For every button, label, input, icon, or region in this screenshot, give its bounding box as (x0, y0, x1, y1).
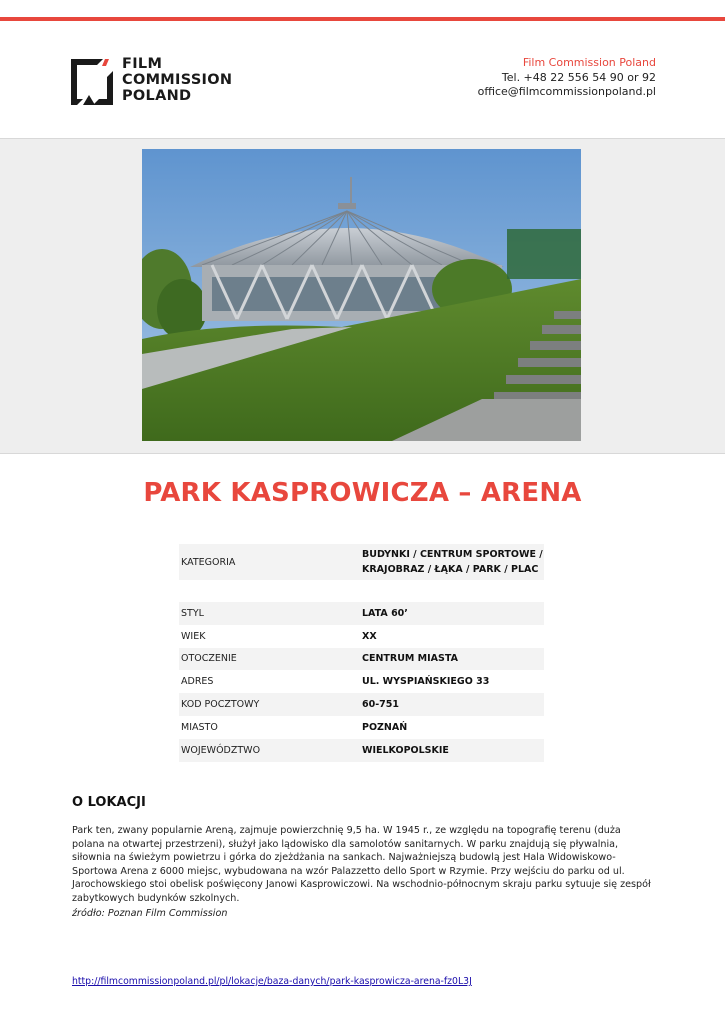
details-value: UL. WYSPIAŃSKIEGO 33 (362, 676, 490, 688)
logo-line-1: FILM (122, 56, 163, 72)
details-label: ADRES (181, 676, 214, 688)
table-gap (179, 580, 544, 602)
details-value: 60-751 (362, 699, 399, 711)
contact-email[interactable]: office@filmcommissionpoland.pl (477, 85, 656, 98)
logo-mark-icon (69, 57, 115, 107)
details-label: OTOCZENIE (181, 653, 237, 665)
details-row-age (179, 625, 544, 648)
details-label: WOJEWÓDZTWO (181, 744, 261, 756)
details-label: KATEGORIA (181, 556, 236, 568)
header (0, 21, 725, 138)
film-commission-poland-logo[interactable] (69, 56, 239, 108)
location-url-link[interactable]: http://filmcommissionpoland.pl/pl/lokacje/baza-danych/park-kasprowicza-arena-fz0L3J (72, 976, 472, 987)
page-title: PARK KASPROWICZA – ARENA (143, 478, 582, 508)
location-photo (142, 149, 581, 441)
details-value: CENTRUM MIASTA (362, 653, 458, 665)
logo-line-2: COMMISSION (122, 72, 233, 88)
details-label: WIEK (181, 630, 206, 642)
details-table (179, 544, 544, 762)
details-value: XX (362, 630, 377, 642)
details-row-postal-code (179, 693, 544, 716)
details-label: MIASTO (181, 721, 218, 733)
arena-photo-illustration (142, 149, 581, 441)
details-label: STYL (181, 607, 204, 619)
logo-wordmark (122, 56, 232, 104)
details-label: KOD POCZTOWY (181, 699, 260, 711)
about-heading: O LOKACJI (72, 795, 146, 810)
about-text: Park ten, zwany popularnie Areną, zajmuje powierzchnię 9,5 ha. W 1945 r., ze względu na topografię terenu (duża polana na otwartej przestrzeni), służył jako lądowisko dla samolotów sanitarnych. W parku znajdują się pływalnia, siłownia na świeżym powietrzu i górka do zjeżdżania na sankach. Najważniejszą budowlą jest Hala Widowiskowo-Sportowa Arena z 6000 miejsc, wybudowana na wzór Palazzetto dello Sport w Rzymie. Przy wejściu do parku od ul. Jarochowskiego stoi obelisk poświęcony Janowi Kasprowiczowi. Na wschodnio-północnym skraju parku sytuuje się zespół zabytkowych budynków szkolnych. (72, 825, 651, 904)
source-note: źródło: Poznan Film Commission (72, 908, 228, 919)
contact-block (478, 56, 656, 100)
details-value: LATA 60’ (362, 607, 408, 619)
details-value: WIELKOPOLSKIE (362, 744, 449, 756)
details-value: BUDYNKI / CENTRUM SPORTOWE / KRAJOBRAZ / ŁĄKA / PARK / PLAC (362, 549, 543, 575)
details-value: POZNAŃ (362, 721, 408, 733)
details-row-voivodeship (179, 739, 544, 762)
details-row-category (179, 544, 544, 580)
contact-org: Film Commission Poland (522, 56, 656, 69)
details-row-city (179, 716, 544, 739)
details-row-address (179, 670, 544, 693)
logo-line-3: POLAND (122, 88, 192, 104)
contact-phone[interactable]: Tel. +48 22 556 54 90 or 92 (501, 70, 656, 84)
details-row-style (179, 602, 544, 625)
details-row-surroundings (179, 648, 544, 671)
photo-band (0, 138, 725, 454)
